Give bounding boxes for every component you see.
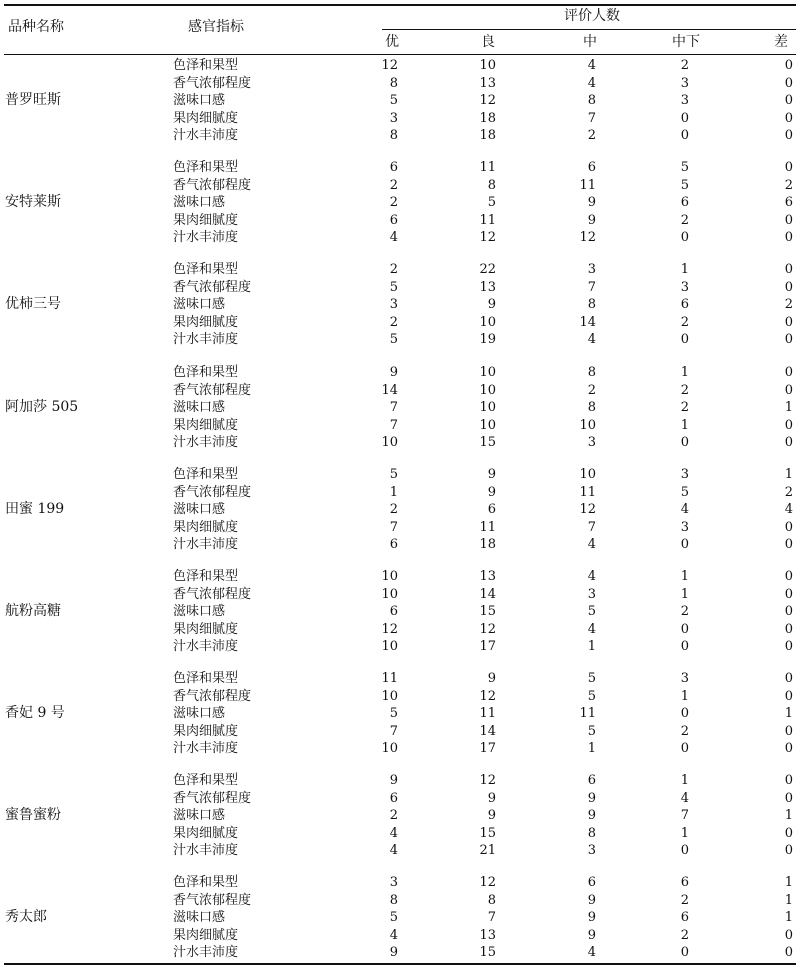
rating-count: 1: [680, 262, 689, 277]
rating-count: 0: [784, 671, 793, 686]
rating-count: 1: [784, 808, 793, 823]
rating-count: 2: [587, 128, 596, 143]
variety-name: 普罗旺斯: [5, 92, 61, 108]
rating-count: 13: [479, 279, 496, 295]
rating-count: 0: [784, 790, 793, 806]
variety-name: 蜜鲁蜜粉: [5, 807, 61, 823]
rating-count: 1: [784, 910, 793, 925]
rating-count: 7: [389, 723, 398, 739]
rating-count: 9: [587, 212, 596, 228]
rating-count: 9: [389, 365, 398, 380]
indicator-label: 果肉细腻度: [173, 621, 239, 637]
indicator-label: 汁水丰沛度: [173, 537, 239, 552]
rating-count: 3: [680, 75, 689, 91]
rating-count: 9: [487, 671, 496, 686]
rating-count: 12: [381, 58, 398, 73]
rating-count: 3: [680, 467, 689, 482]
rating-count: 6: [680, 297, 689, 312]
rating-count: 2: [784, 177, 793, 193]
rating-count: 2: [680, 400, 689, 415]
rating-count: 15: [479, 604, 496, 619]
indicator-label: 果肉细腻度: [173, 417, 239, 433]
rating-count: 0: [784, 160, 793, 175]
rating-count: 5: [389, 706, 398, 721]
rating-count: 0: [784, 365, 793, 380]
indicator-label: 果肉细腻度: [173, 927, 239, 943]
rating-count: 3: [389, 297, 398, 312]
rating-count: 12: [479, 93, 496, 108]
rating-count: 3: [680, 671, 689, 686]
indicator-label: 香气浓郁程度: [173, 484, 252, 500]
rating-count: 3: [587, 262, 596, 277]
rating-count: 8: [389, 892, 398, 908]
rating-count: 2: [680, 58, 689, 73]
indicator-label: 汁水丰沛度: [173, 639, 239, 654]
header-level: 中下: [672, 34, 700, 50]
indicator-label: 滋味口感: [173, 706, 226, 721]
rating-count: 1: [680, 417, 689, 433]
rating-count: 7: [487, 910, 496, 925]
rating-count: 0: [784, 927, 793, 943]
rating-count: 2: [389, 808, 398, 823]
table-bottom-rule: [4, 963, 796, 965]
rating-count: 2: [680, 212, 689, 228]
rating-count: 1: [389, 484, 398, 500]
rating-count: 0: [680, 706, 689, 721]
indicator-label: 香气浓郁程度: [173, 688, 252, 704]
rating-count: 17: [479, 741, 496, 756]
rating-count: 10: [381, 688, 398, 704]
rating-count: 6: [389, 537, 398, 552]
rating-count: 4: [587, 621, 596, 637]
rating-count: 7: [680, 808, 689, 823]
rating-count: 18: [479, 537, 496, 552]
variety-name: 阿加莎 505: [5, 399, 79, 415]
rating-count: 2: [680, 927, 689, 943]
indicator-label: 滋味口感: [173, 604, 226, 619]
indicator-label: 滋味口感: [173, 93, 226, 108]
rating-count: 8: [487, 177, 496, 193]
rating-count: 0: [784, 314, 793, 330]
rating-count: 6: [487, 502, 496, 517]
rating-count: 12: [479, 773, 496, 788]
rating-count: 3: [587, 586, 596, 602]
rating-count: 11: [579, 177, 596, 193]
rating-count: 8: [587, 297, 596, 312]
rating-count: 0: [680, 230, 689, 245]
rating-count: 11: [479, 160, 496, 175]
rating-count: 5: [680, 177, 689, 193]
rating-count: 14: [479, 586, 496, 602]
rating-count: 12: [381, 621, 398, 637]
rating-count: 2: [680, 604, 689, 619]
rating-count: 4: [389, 825, 398, 841]
rating-count: 0: [784, 825, 793, 841]
indicator-label: 香气浓郁程度: [173, 177, 252, 193]
rating-count: 5: [587, 723, 596, 739]
rating-count: 9: [587, 808, 596, 823]
rating-count: 21: [479, 843, 496, 858]
rating-count: 3: [389, 875, 398, 890]
rating-count: 10: [479, 400, 496, 415]
rating-count: 0: [784, 621, 793, 637]
rating-count: 4: [389, 230, 398, 245]
rating-count: 9: [487, 467, 496, 482]
rating-count: 9: [487, 297, 496, 312]
rating-count: 4: [587, 332, 596, 347]
rating-count: 0: [784, 93, 793, 108]
rating-count: 13: [479, 75, 496, 91]
rating-count: 5: [680, 484, 689, 500]
rating-count: 3: [680, 519, 689, 535]
indicator-label: 果肉细腻度: [173, 825, 239, 841]
rating-count: 1: [784, 706, 793, 721]
rating-count: 7: [389, 417, 398, 433]
rating-count: 10: [479, 382, 496, 398]
rating-count: 2: [389, 177, 398, 193]
indicator-label: 香气浓郁程度: [173, 892, 252, 908]
indicator-label: 香气浓郁程度: [173, 790, 252, 806]
rating-count: 0: [784, 569, 793, 584]
variety-name: 优柿三号: [5, 296, 61, 312]
header-variety: 品种名称: [8, 19, 64, 35]
rating-count: 0: [784, 382, 793, 398]
rating-count: 9: [587, 790, 596, 806]
rating-count: 8: [587, 93, 596, 108]
rating-count: 5: [587, 604, 596, 619]
rating-count: 2: [680, 382, 689, 398]
indicator-label: 汁水丰沛度: [173, 435, 239, 450]
rating-count: 0: [784, 58, 793, 73]
rating-count: 2: [680, 892, 689, 908]
indicator-label: 滋味口感: [173, 910, 226, 925]
rating-count: 5: [389, 467, 398, 482]
rating-count: 10: [579, 467, 596, 482]
rating-count: 9: [587, 910, 596, 925]
rating-count: 1: [680, 688, 689, 704]
rating-count: 11: [579, 706, 596, 721]
rating-count: 0: [784, 773, 793, 788]
rating-count: 2: [784, 484, 793, 500]
rating-count: 15: [479, 825, 496, 841]
rating-count: 18: [479, 128, 496, 143]
indicator-label: 香气浓郁程度: [173, 586, 252, 602]
rating-count: 6: [680, 195, 689, 210]
rating-count: 0: [784, 128, 793, 143]
rating-count: 1: [784, 467, 793, 482]
rating-count: 12: [479, 875, 496, 890]
rating-count: 6: [587, 773, 596, 788]
header-indicator: 感官指标: [188, 19, 244, 35]
rating-count: 10: [381, 569, 398, 584]
rating-count: 2: [389, 502, 398, 517]
indicator-label: 香气浓郁程度: [173, 279, 252, 295]
indicator-label: 汁水丰沛度: [173, 128, 239, 143]
indicator-label: 色泽和果型: [173, 160, 239, 175]
variety-name: 秀太郎: [5, 909, 47, 925]
rating-count: 10: [479, 314, 496, 330]
rating-count: 9: [389, 945, 398, 960]
rating-count: 0: [784, 110, 793, 126]
rating-count: 13: [479, 569, 496, 584]
rating-count: 4: [587, 945, 596, 960]
rating-count: 7: [587, 519, 596, 535]
indicator-label: 汁水丰沛度: [173, 332, 239, 347]
rating-count: 8: [587, 365, 596, 380]
rating-count: 2: [784, 297, 793, 312]
rating-count: 0: [680, 110, 689, 126]
rating-count: 6: [389, 212, 398, 228]
rating-count: 4: [680, 790, 689, 806]
header-level: 差: [774, 34, 788, 50]
rating-count: 1: [784, 400, 793, 415]
rating-count: 11: [479, 519, 496, 535]
rating-count: 2: [680, 314, 689, 330]
rating-count: 6: [680, 875, 689, 890]
table-top-rule: [4, 4, 796, 6]
rating-count: 1: [680, 365, 689, 380]
rating-count: 4: [587, 569, 596, 584]
rating-count: 3: [680, 93, 689, 108]
rating-count: 7: [587, 110, 596, 126]
rating-count: 1: [680, 825, 689, 841]
rating-count: 7: [389, 400, 398, 415]
rating-count: 0: [784, 688, 793, 704]
header-level: 优: [385, 34, 399, 50]
rating-count: 11: [479, 706, 496, 721]
rating-count: 1: [784, 892, 793, 908]
rating-count: 7: [587, 279, 596, 295]
rating-count: 0: [784, 435, 793, 450]
rating-count: 8: [587, 400, 596, 415]
indicator-label: 果肉细腻度: [173, 110, 239, 126]
rating-count: 22: [479, 262, 496, 277]
rating-count: 10: [381, 741, 398, 756]
rating-count: 8: [587, 825, 596, 841]
rating-count: 5: [389, 93, 398, 108]
rating-count: 10: [381, 639, 398, 654]
rating-count: 5: [389, 332, 398, 347]
rating-count: 0: [680, 128, 689, 143]
rating-count: 1: [587, 741, 596, 756]
rating-count: 0: [784, 537, 793, 552]
rating-count: 0: [680, 741, 689, 756]
indicator-label: 色泽和果型: [173, 467, 239, 482]
rating-count: 1: [587, 639, 596, 654]
rating-count: 3: [587, 435, 596, 450]
rating-count: 19: [479, 332, 496, 347]
header-bottom-rule: [4, 54, 796, 55]
rating-count: 1: [680, 569, 689, 584]
rating-count: 0: [784, 604, 793, 619]
rating-count: 14: [381, 382, 398, 398]
rating-count: 0: [784, 279, 793, 295]
rating-count: 0: [784, 639, 793, 654]
rating-count: 0: [784, 519, 793, 535]
header-rating-group: 评价人数: [564, 8, 620, 24]
rating-count: 5: [680, 160, 689, 175]
rating-count: 4: [389, 843, 398, 858]
rating-count: 5: [389, 910, 398, 925]
rating-count: 0: [784, 741, 793, 756]
rating-count: 5: [587, 688, 596, 704]
rating-count: 0: [680, 621, 689, 637]
rating-count: 6: [587, 875, 596, 890]
rating-count: 2: [389, 262, 398, 277]
indicator-label: 果肉细腻度: [173, 314, 239, 330]
variety-name: 安特莱斯: [5, 194, 61, 210]
rating-count: 6: [784, 195, 793, 210]
rating-count: 0: [784, 723, 793, 739]
rating-count: 11: [579, 484, 596, 500]
rating-count: 12: [579, 230, 596, 245]
indicator-label: 汁水丰沛度: [173, 741, 239, 756]
rating-count: 3: [389, 110, 398, 126]
variety-name: 航粉高糖: [5, 603, 61, 619]
rating-count: 8: [487, 892, 496, 908]
indicator-label: 色泽和果型: [173, 773, 239, 788]
rating-count: 9: [587, 892, 596, 908]
indicator-label: 色泽和果型: [173, 875, 239, 890]
rating-count: 12: [479, 621, 496, 637]
rating-count: 10: [381, 435, 398, 450]
rating-count: 2: [587, 382, 596, 398]
rating-count: 13: [479, 927, 496, 943]
rating-count: 0: [680, 537, 689, 552]
rating-count: 6: [389, 160, 398, 175]
rating-count: 9: [587, 195, 596, 210]
rating-count: 4: [587, 537, 596, 552]
rating-count: 5: [587, 671, 596, 686]
rating-count: 8: [389, 128, 398, 143]
indicator-label: 汁水丰沛度: [173, 945, 239, 960]
indicator-label: 滋味口感: [173, 195, 226, 210]
rating-count: 2: [680, 723, 689, 739]
indicator-label: 汁水丰沛度: [173, 230, 239, 245]
rating-count: 1: [680, 773, 689, 788]
header-level: 良: [481, 34, 495, 50]
rating-count: 15: [479, 435, 496, 450]
rating-count: 0: [784, 262, 793, 277]
rating-count: 4: [389, 927, 398, 943]
rating-count: 10: [479, 365, 496, 380]
rating-count: 11: [479, 212, 496, 228]
rating-header-rule: [382, 29, 796, 30]
indicator-label: 色泽和果型: [173, 365, 239, 380]
rating-count: 10: [381, 586, 398, 602]
rating-count: 3: [680, 279, 689, 295]
variety-name: 香妃 9 号: [5, 705, 65, 721]
indicator-label: 滋味口感: [173, 502, 226, 517]
rating-count: 0: [784, 75, 793, 91]
rating-count: 9: [487, 484, 496, 500]
variety-name: 田蜜 199: [5, 501, 65, 517]
rating-count: 6: [389, 604, 398, 619]
rating-count: 1: [784, 875, 793, 890]
rating-count: 18: [479, 110, 496, 126]
indicator-label: 滋味口感: [173, 400, 226, 415]
rating-count: 17: [479, 639, 496, 654]
rating-count: 15: [479, 945, 496, 960]
indicator-label: 色泽和果型: [173, 262, 239, 277]
indicator-label: 滋味口感: [173, 297, 226, 312]
rating-count: 2: [389, 195, 398, 210]
rating-count: 6: [389, 790, 398, 806]
rating-count: 0: [680, 435, 689, 450]
rating-count: 9: [487, 808, 496, 823]
rating-count: 4: [587, 75, 596, 91]
rating-count: 2: [389, 314, 398, 330]
indicator-label: 滋味口感: [173, 808, 226, 823]
rating-count: 0: [680, 843, 689, 858]
rating-count: 1: [680, 586, 689, 602]
rating-count: 4: [784, 502, 793, 517]
rating-count: 10: [579, 417, 596, 433]
rating-count: 0: [784, 212, 793, 228]
indicator-label: 果肉细腻度: [173, 212, 239, 228]
rating-count: 0: [680, 639, 689, 654]
indicator-label: 色泽和果型: [173, 569, 239, 584]
header-level: 中: [583, 34, 597, 50]
rating-count: 10: [479, 417, 496, 433]
rating-count: 12: [579, 502, 596, 517]
rating-count: 0: [784, 586, 793, 602]
indicator-label: 香气浓郁程度: [173, 382, 252, 398]
rating-count: 5: [389, 279, 398, 295]
rating-count: 0: [784, 945, 793, 960]
rating-count: 14: [579, 314, 596, 330]
rating-count: 4: [680, 502, 689, 517]
indicator-label: 色泽和果型: [173, 58, 239, 73]
rating-count: 6: [680, 910, 689, 925]
rating-count: 0: [784, 332, 793, 347]
indicator-label: 果肉细腻度: [173, 723, 239, 739]
rating-count: 0: [784, 417, 793, 433]
rating-count: 9: [487, 790, 496, 806]
rating-count: 3: [587, 843, 596, 858]
rating-count: 0: [680, 945, 689, 960]
rating-count: 0: [784, 230, 793, 245]
rating-count: 6: [587, 160, 596, 175]
rating-count: 10: [479, 58, 496, 73]
rating-count: 4: [587, 58, 596, 73]
rating-count: 7: [389, 519, 398, 535]
indicator-label: 色泽和果型: [173, 671, 239, 686]
indicator-label: 果肉细腻度: [173, 519, 239, 535]
indicator-label: 汁水丰沛度: [173, 843, 239, 858]
rating-count: 9: [587, 927, 596, 943]
rating-count: 9: [389, 773, 398, 788]
rating-count: 11: [381, 671, 398, 686]
rating-count: 12: [479, 230, 496, 245]
rating-count: 14: [479, 723, 496, 739]
rating-count: 0: [784, 843, 793, 858]
rating-count: 12: [479, 688, 496, 704]
rating-count: 0: [680, 332, 689, 347]
rating-count: 5: [487, 195, 496, 210]
rating-count: 8: [389, 75, 398, 91]
indicator-label: 香气浓郁程度: [173, 75, 252, 91]
